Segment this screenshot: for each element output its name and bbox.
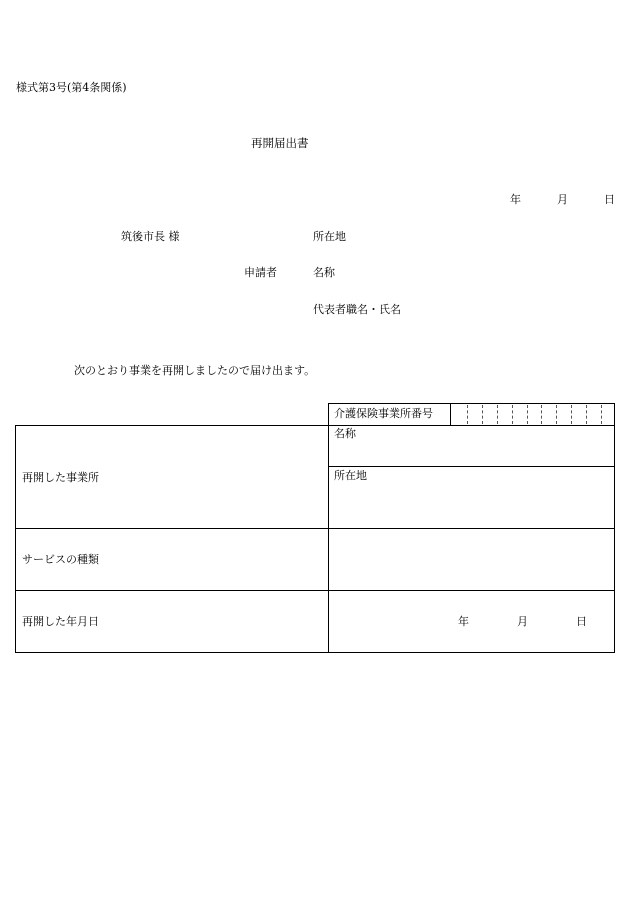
digit-box-divider <box>527 405 528 424</box>
table-border <box>15 425 16 653</box>
table-border <box>328 403 329 653</box>
date-month-label: 月 <box>557 193 568 206</box>
reopen-date-year: 年 <box>458 615 469 628</box>
digit-box-divider <box>482 405 483 424</box>
service-type-label: サービスの種類 <box>22 553 99 566</box>
document-title: 再開届出書 <box>251 136 309 150</box>
digit-box-divider <box>497 405 498 424</box>
digit-box-divider <box>586 405 587 424</box>
addressee: 筑後市長 様 <box>121 230 180 243</box>
table-border <box>328 466 615 467</box>
digit-box-divider <box>467 405 468 424</box>
digit-box-divider <box>556 405 557 424</box>
applicant-label: 申請者 <box>244 266 277 279</box>
form-number: 様式第3号(第4条関係) <box>16 81 127 94</box>
office-address-label: 所在地 <box>334 469 367 482</box>
table-border <box>15 590 615 591</box>
statement: 次のとおり事業を再開しましたので届け出ます。 <box>74 364 316 377</box>
reopen-date-month: 月 <box>517 615 528 628</box>
table-border <box>450 403 451 425</box>
office-number-label: 介護保険事業所番号 <box>334 407 433 420</box>
digit-box-divider <box>571 405 572 424</box>
table-border <box>15 425 615 426</box>
reopened-office-label: 再開した事業所 <box>22 471 99 484</box>
table-border <box>15 652 615 653</box>
digit-box-divider <box>601 405 602 424</box>
applicant-address-label: 所在地 <box>313 230 346 243</box>
applicant-representative-label: 代表者職名・氏名 <box>313 303 401 316</box>
date-year-label: 年 <box>510 193 521 206</box>
office-name-label: 名称 <box>334 427 356 440</box>
digit-box-divider <box>512 405 513 424</box>
reopen-date-day: 日 <box>576 615 587 628</box>
table-border <box>15 528 615 529</box>
table-border <box>614 403 615 653</box>
applicant-name-label: 名称 <box>313 266 335 279</box>
reopen-date-label: 再開した年月日 <box>22 615 99 628</box>
digit-box-divider <box>541 405 542 424</box>
table-border <box>328 403 615 404</box>
date-day-label: 日 <box>604 193 615 206</box>
